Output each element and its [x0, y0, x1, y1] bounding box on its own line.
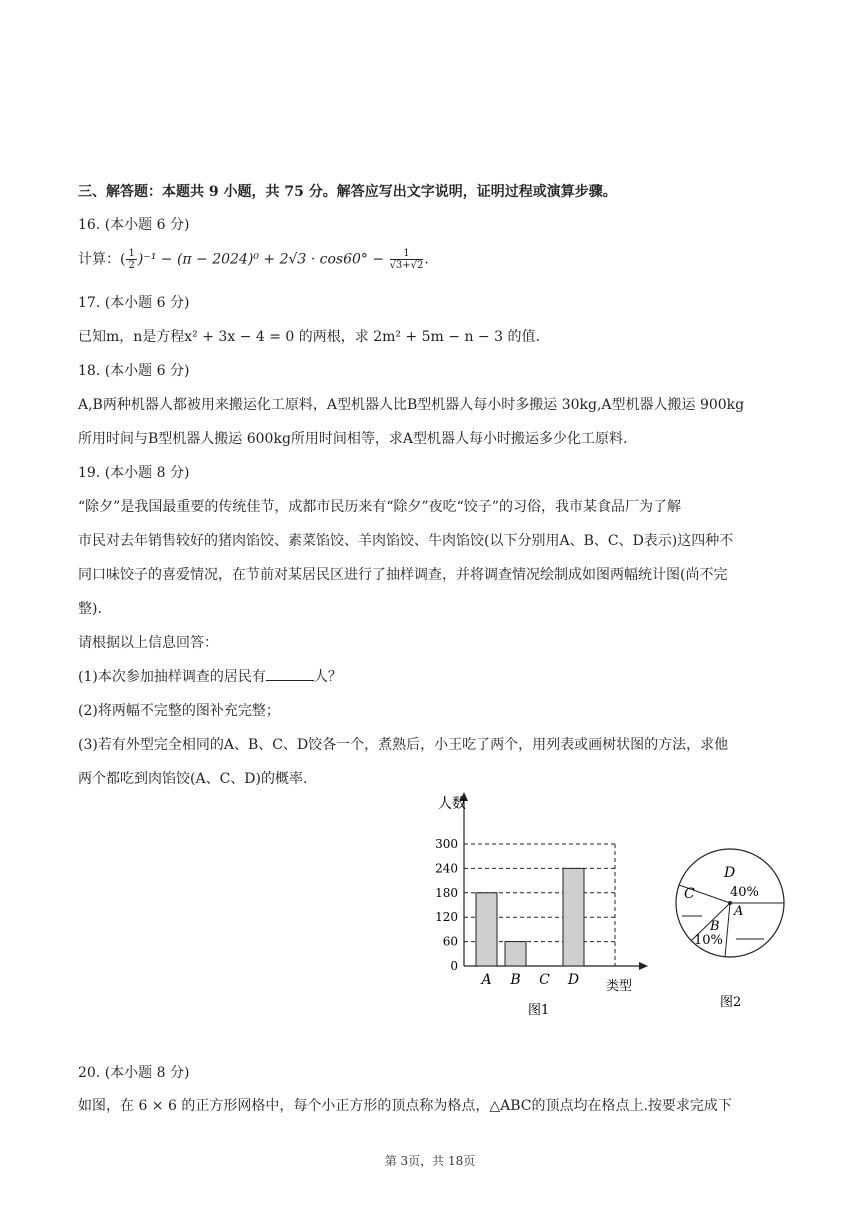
bar-chart-categories — [479, 972, 579, 988]
pie-chart-figure2 — [672, 836, 802, 1016]
q16-prefix: 计算：( — [78, 251, 126, 268]
q16-suffix: . — [424, 251, 429, 268]
q19-line1: “除夕”是我国最重要的传统佳节，成都市民历来有“除夕”夜吃“饺子”的习俗，我市某食品厂为了解 — [78, 499, 681, 515]
q19-line2: 市民对去年销售较好的猪肉馅饺、素菜馅饺、羊肉馅饺、牛肉馅饺(以下分别用A、B、C、D表示)这四种不 — [78, 533, 734, 549]
y-tick-label: 60 — [442, 934, 458, 949]
x-axis-arrow-icon — [639, 962, 648, 970]
q19-sub3-line1: (3)若有外型完全相同的A、B、C、D饺各一个，煮熟后，小王吃了两个，用列表或画树状图的方法，求他 — [78, 737, 729, 753]
section-title: 三、解答题：本题共 9 小题，共 75 分。解答应写出文字说明，证明过程或演算步骤。 — [78, 184, 617, 200]
answer-blank — [266, 668, 314, 681]
q16-header: 16. (本小题 6 分) — [78, 217, 190, 233]
q16-frac-den: 2 — [128, 260, 135, 271]
q16-expression — [78, 248, 429, 271]
category-label-B: B — [510, 972, 521, 988]
bar-D — [563, 868, 584, 966]
q19-sub2: (2)将两幅不完整的图补充完整； — [78, 703, 280, 719]
pie-label-d: D — [724, 865, 736, 881]
y-tick-label: 300 — [435, 837, 458, 851]
bar-chart-xlabel: 类型 — [606, 979, 633, 994]
y-tick-label: 240 — [435, 861, 458, 876]
pie-percent-d: 40% — [730, 885, 759, 900]
q19-header: 19. (本小题 8 分) — [78, 465, 190, 481]
y-tick-label: 120 — [435, 910, 458, 925]
bar-chart-caption: 图1 — [528, 1003, 550, 1018]
y-tick-label: 180 — [435, 885, 458, 900]
q16-expr-mid: )⁻¹ − (π − 2024)⁰ + 2√3 · cos60° − — [137, 251, 389, 268]
pie-chart-caption: 图2 — [720, 995, 742, 1010]
category-label-C: C — [539, 972, 550, 988]
pie-percent-b: 10% — [694, 933, 723, 948]
pie-center — [728, 901, 732, 905]
pie-label-b: B — [710, 919, 720, 934]
q20-line1: 如图，在 6 × 6 的正方形网格中，每个小正方形的顶点称为格点，△ABC的顶点均在格点上.按要求完成下 — [78, 1098, 732, 1114]
q19-sub1-text: (1)本次参加抽样调查的居民有 — [78, 669, 266, 685]
q19-sub1 — [78, 666, 342, 686]
q18-line1: A,B两种机器人都被用来搬运化工原料，A型机器人比B型机器人每小时多搬运 30kg,A型机器人搬运 900kg — [78, 397, 745, 413]
q19-sub3-line2: 两个都吃到肉馅饺(A、C、D)的概率. — [78, 771, 308, 787]
bar-chart-ylabel: 人数 — [438, 796, 466, 812]
q16-frac2-den: √3+√2 — [389, 260, 424, 271]
q19-prompt: 请根据以上信息回答： — [78, 635, 218, 651]
q16-fraction-half — [126, 248, 136, 271]
bar-B — [505, 942, 526, 966]
q16-frac-num: 1 — [128, 248, 135, 259]
bar-chart-y-ticks — [435, 837, 458, 973]
q16-fraction-radical — [390, 248, 424, 271]
q19-line4: 整). — [78, 601, 102, 617]
pie-label-a: A — [734, 904, 744, 919]
q17-text: 已知m，n是方程x² + 3x − 4 = 0 的两根，求 2m² + 5m − n − 3 的值. — [78, 329, 540, 345]
q19-sub1-end: 人？ — [313, 669, 342, 685]
q19-line3: 同口味饺子的喜爱情况，在节前对某居民区进行了抽样调查，并将调查情况绘制成如图两幅统计图(尚不完 — [78, 567, 728, 583]
pie-divider-b-a — [725, 903, 730, 957]
q17-header: 17. (本小题 6 分) — [78, 295, 190, 311]
bar-chart-figure1 — [420, 786, 660, 1026]
bar-A — [476, 893, 497, 966]
q18-line2: 所用时间与B型机器人搬运 600kg所用时间相等，求A型机器人每小时搬运多少化工原料. — [78, 431, 628, 447]
q18-header: 18. (本小题 6 分) — [78, 363, 190, 379]
category-label-A: A — [481, 972, 492, 988]
y-tick-label: 0 — [450, 959, 458, 973]
pie-label-c: C — [684, 886, 695, 902]
category-label-D: D — [567, 972, 580, 988]
q20-header: 20. (本小题 8 分) — [78, 1065, 190, 1081]
page-footer: 第 3页，共 18页 — [384, 1154, 476, 1168]
q16-frac2-num: 1 — [390, 248, 424, 260]
